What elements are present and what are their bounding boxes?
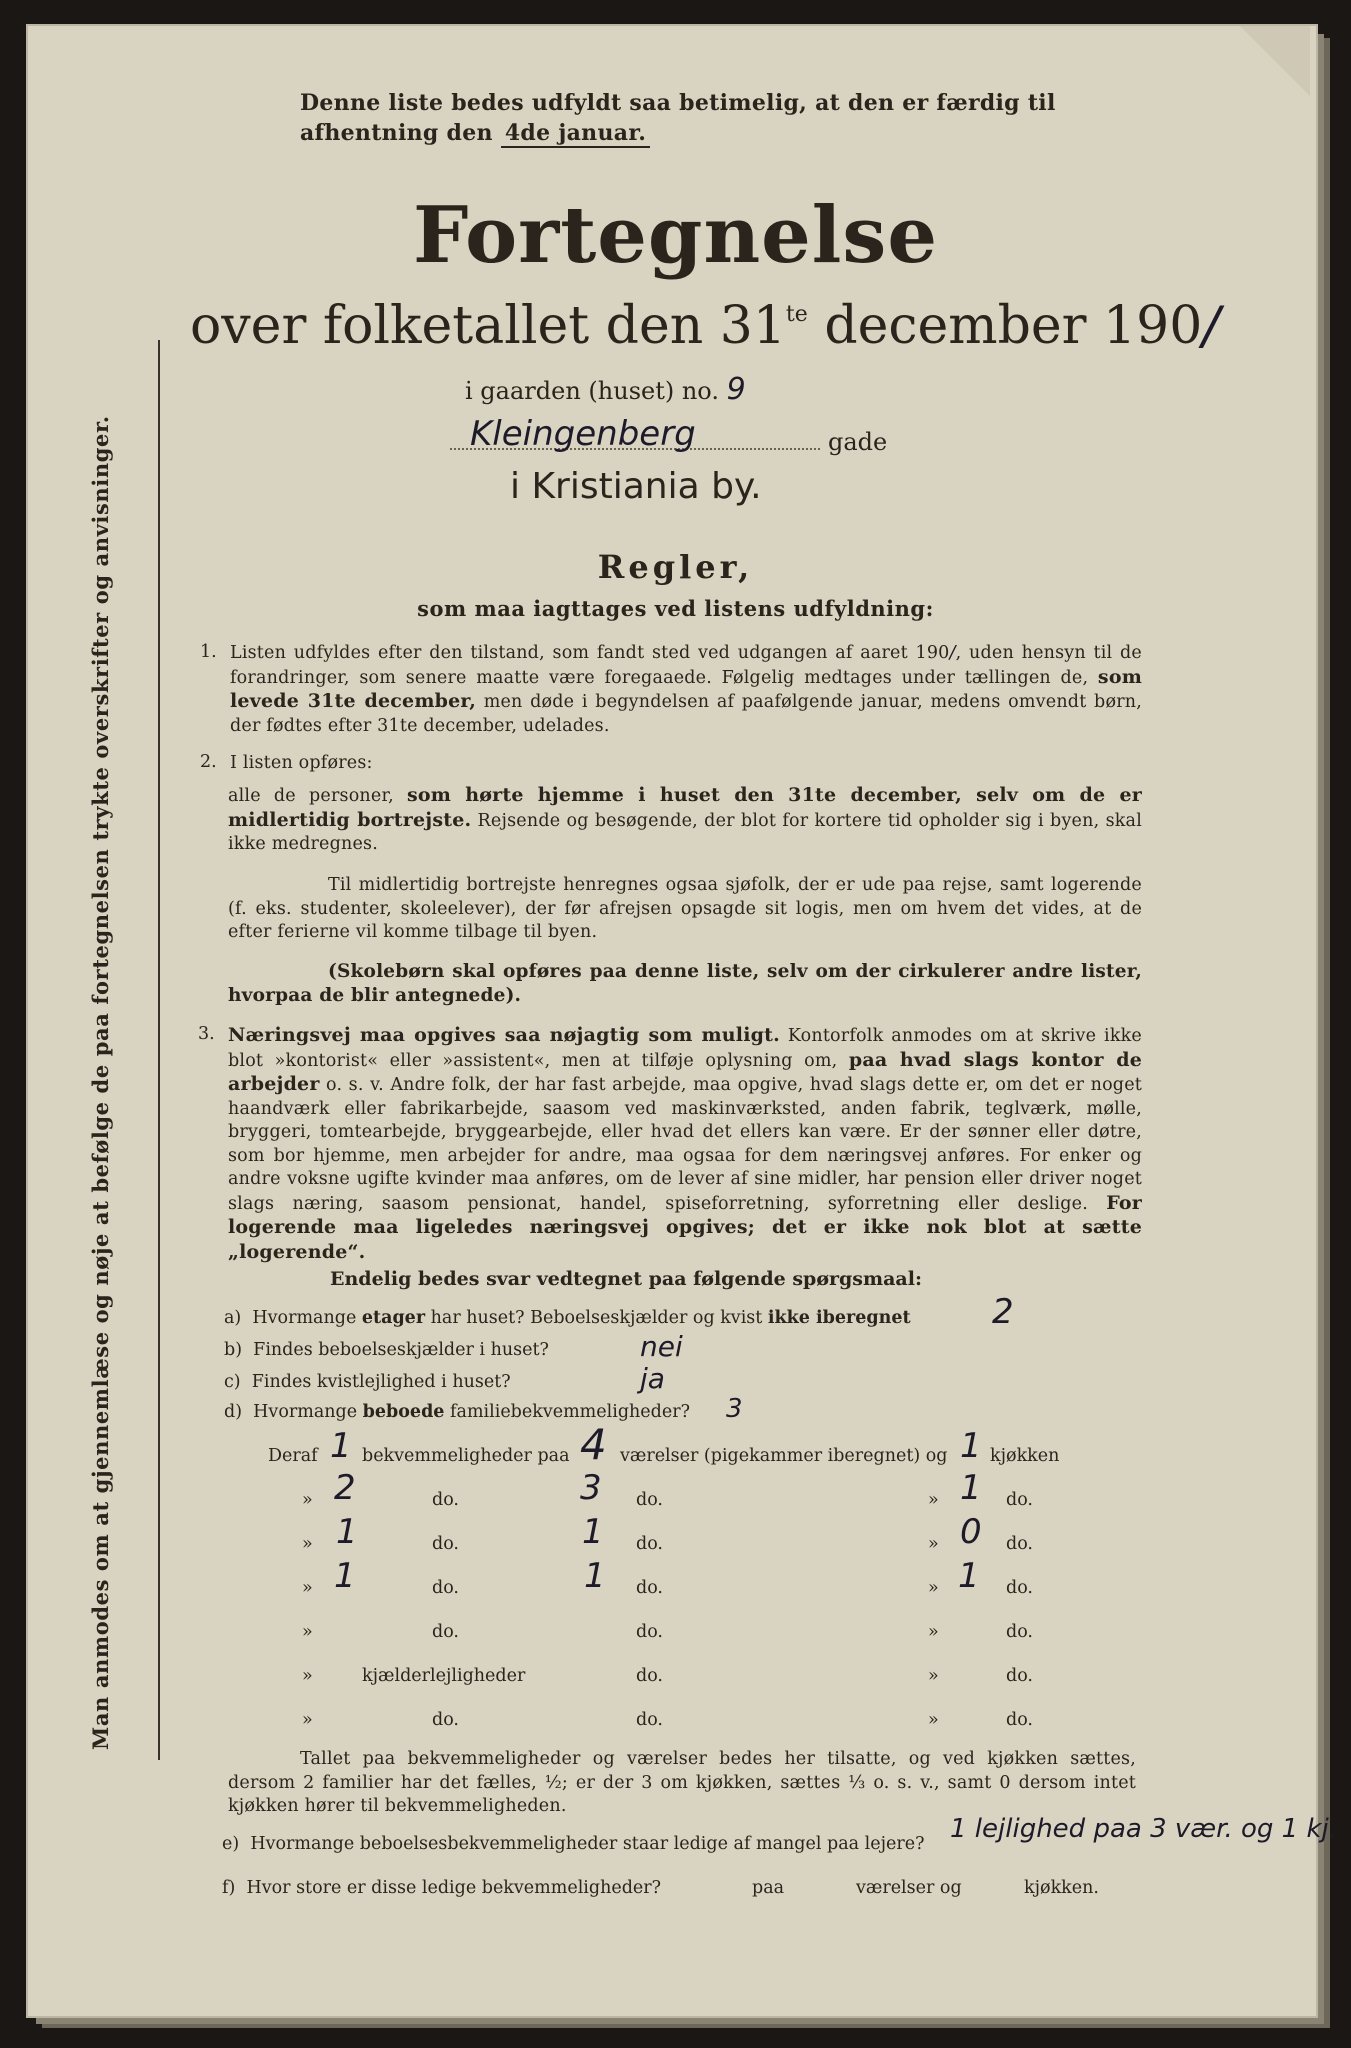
row-4-rooms: 1 bbox=[584, 1556, 606, 1596]
rules-title: Regler, bbox=[597, 548, 754, 586]
row-4-quote-2: » bbox=[928, 1578, 939, 1598]
row-3-rooms: 1 bbox=[582, 1512, 604, 1552]
question-b-label: b) bbox=[224, 1340, 243, 1360]
row-7-quote-2: » bbox=[928, 1710, 939, 1730]
rule-1-number: 1. bbox=[200, 642, 217, 662]
row-4-kitchen: 1 bbox=[958, 1556, 980, 1596]
row-1-count: 1 bbox=[330, 1426, 352, 1466]
answer-e-handwritten: 1 lejlighed paa 3 vær. og 1 kj. bbox=[950, 1814, 1338, 1844]
margin-rule bbox=[158, 340, 160, 1760]
rule-2-para-3: (Skolebørn skal opføres paa denne liste, selv om der cirkulerer andre lister, hvorpaa de blir antegnede). bbox=[228, 961, 1142, 1006]
row-3-do-1: do. bbox=[432, 1534, 459, 1554]
city-line: i Kristiania by. bbox=[510, 466, 762, 507]
row-4-do-2: do. bbox=[636, 1578, 663, 1598]
rule-3-text bbox=[228, 1024, 1142, 1265]
subtitle-year: december 190 bbox=[824, 296, 1203, 356]
question-f-text: Hvor store er disse ledige bekvemmeligheder? bbox=[246, 1878, 662, 1898]
row-5-do-2: do. bbox=[636, 1622, 663, 1642]
row-7-do-3: do. bbox=[1006, 1710, 1033, 1730]
row-2-rooms: 3 bbox=[580, 1468, 602, 1508]
year-handwritten: / bbox=[1202, 296, 1220, 356]
row-2-do-1: do. bbox=[432, 1490, 459, 1510]
question-a-text: Hvormange bbox=[252, 1308, 357, 1328]
rule-2-bold: som hørte hjemme i huset den 31te december, selv om de er midlertidig bortrejste. bbox=[228, 784, 1142, 831]
pickup-notice bbox=[300, 88, 1170, 148]
table-deraf: Deraf bbox=[268, 1446, 318, 1466]
row-7-do-2: do. bbox=[636, 1710, 663, 1730]
question-a bbox=[224, 1308, 911, 1328]
question-b bbox=[224, 1340, 549, 1360]
rule-2-number: 2. bbox=[200, 752, 217, 772]
rule-1-part-b: , uden hensyn til de forandringer, som senere maatte være foregaaede. Følgelig medtages under tællingen de, bbox=[230, 643, 1142, 688]
rule-1-text bbox=[230, 642, 1142, 738]
page-subtitle bbox=[190, 296, 1220, 356]
notice-line-1: Denne liste bedes udfyldt saa betimelig, at den er færdig til bbox=[300, 90, 1056, 116]
rule-3-part-a: Kontorfolk anmodes om at skrive ikke blot »kontorist« eller »assistent«, men at tilføje oplysning om, bbox=[228, 1026, 1142, 1071]
question-f-vaer: værelser og bbox=[856, 1878, 962, 1898]
row-2-kitchen: 1 bbox=[960, 1468, 982, 1508]
row-2-quote-2: » bbox=[928, 1490, 939, 1510]
row-6-quote-2: » bbox=[928, 1666, 939, 1686]
row-7-quote: » bbox=[302, 1710, 313, 1730]
question-e-label: e) bbox=[222, 1834, 240, 1854]
table-bekv-header: bekvemmeligheder paa bbox=[362, 1446, 570, 1466]
row-1-rooms: 4 bbox=[580, 1420, 607, 1469]
row-4-count: 1 bbox=[334, 1556, 356, 1596]
question-d-text: Hvormange bbox=[253, 1402, 358, 1422]
house-line bbox=[465, 372, 746, 407]
page-title: Fortegnelse bbox=[413, 190, 938, 281]
table-kjokken-header: kjøkken bbox=[990, 1446, 1060, 1466]
pickup-date: 4de januar. bbox=[501, 120, 650, 148]
row-5-do-1: do. bbox=[432, 1622, 459, 1642]
question-f-kjokken: kjøkken. bbox=[1024, 1878, 1099, 1898]
row-5-do-3: do. bbox=[1006, 1622, 1033, 1642]
row-3-do-2: do. bbox=[636, 1534, 663, 1554]
row-3-quote: » bbox=[302, 1534, 313, 1554]
tallet-note: Tallet paa bekvemmeligheder og værelser bedes her tilsatte, og ved kjøkken sættes, dersom 2 familier har det fælles, ½; er der 3 om kjøkken, sættes ⅓ o. s. v., samt 0 dersom intet kjøkken hører til bekvemmeligheden. bbox=[228, 1749, 1136, 1816]
vertical-instruction: Man anmodes om at gjennemlæse og nøje at befølge de paa fortegnelsen trykte overskrifter og anvisninger. bbox=[88, 415, 113, 1750]
subtitle-text: over folketallet den 31 bbox=[190, 296, 786, 356]
row-7-do-1: do. bbox=[432, 1710, 459, 1730]
rule-3-part-b: o. s. v. Andre folk, der har fast arbejde, maa opgive, hvad slags dette er, om det er noget haandværk eller fabrikarbejde, saasom ved maskinværksted, anden fabrik, teglværk, mølle, bryggeri, tomtearbejde, bryggearbejde, eller hvad det ellers kan være. Er der sønner eller døtre, som bor hjemme, men arbejder for andre, maa ogsaa for dem næringsvej anføres. For enker og andre voksne ugifte kvinder maa anføres, om de lever af sine midler, har pension eller driver noget slags næring, saasom pensionat, handel, spiseforretning, syforretning eller deslige. bbox=[228, 1075, 1142, 1214]
row-4-do-1: do. bbox=[432, 1578, 459, 1598]
question-d-text-2: familiebekvemmeligheder? bbox=[450, 1402, 690, 1422]
row-4-do-3: do. bbox=[1006, 1578, 1033, 1598]
house-label: i gaarden (huset) no. bbox=[465, 377, 719, 405]
question-d bbox=[224, 1402, 690, 1422]
row-6-kjaelder: kjælderlejligheder bbox=[362, 1666, 526, 1686]
street-label: gade bbox=[828, 428, 888, 456]
question-a-text-2: har huset? Beboelseskjælder og kvist bbox=[430, 1308, 763, 1328]
rule-2-part-a: alle de personer, bbox=[228, 786, 394, 806]
answer-a-handwritten: 2 bbox=[992, 1292, 1014, 1332]
notice-line-2: afhentning den bbox=[300, 120, 493, 146]
rule-3-bold-1: Næringsvej maa opgives saa nøjagtig som muligt. bbox=[228, 1024, 780, 1046]
question-e-text: Hvormange beboelsesbekvemmeligheder staar ledige af mangel paa lejere? bbox=[250, 1834, 925, 1854]
row-3-quote-2: » bbox=[928, 1534, 939, 1554]
answer-c-handwritten: ja bbox=[640, 1362, 665, 1395]
question-c-label: c) bbox=[224, 1372, 241, 1392]
rule-3-bold-3: For logerende maa ligeledes næringsvej opgives; det er ikke nok blot at sætte „logerende“. bbox=[228, 1191, 1142, 1263]
row-5-quote-2: » bbox=[928, 1622, 939, 1642]
question-c bbox=[224, 1372, 511, 1392]
rule-1-part-c: men døde i begyndelsen af paafølgende januar, medens omvendt børn, der fødtes efter 31te december, udelades. bbox=[230, 692, 1142, 736]
house-number-handwritten: 9 bbox=[726, 372, 746, 407]
question-d-bold: beboede bbox=[362, 1402, 445, 1422]
rule-2-text bbox=[228, 784, 1142, 857]
answer-d-handwritten: 3 bbox=[726, 1394, 743, 1424]
question-e bbox=[222, 1834, 924, 1854]
row-2-quote: » bbox=[302, 1490, 313, 1510]
row-6-do-2: do. bbox=[636, 1666, 663, 1686]
question-c-text: Findes kvistlejlighed i huset? bbox=[251, 1372, 511, 1392]
row-3-kitchen: 0 bbox=[960, 1512, 982, 1552]
rule-2-para-2: Til midlertidig bortrejste henregnes ogsaa sjøfolk, der er ude paa rejse, samt logerende (f. eks. studenter, skoleelever), der før afrejsen opsagde sit logis, men om hvem det vides, at de efter ferierne vil komme tilbage til byen. bbox=[228, 875, 1142, 942]
rules-subtitle: som maa iagttages ved listens udfyldning: bbox=[417, 596, 934, 621]
row-1-kitchen: 1 bbox=[960, 1426, 982, 1466]
row-6-do-3: do. bbox=[1006, 1666, 1033, 1686]
question-f bbox=[222, 1878, 661, 1898]
rule-2-part-b: Rejsende og besøgende, der blot for kortere tid opholder sig i byen, skal ikke medregnes. bbox=[228, 810, 1142, 854]
question-a-bold-2: ikke iberegnet bbox=[767, 1308, 911, 1328]
row-3-count: 1 bbox=[336, 1512, 358, 1552]
question-f-paa: paa bbox=[752, 1878, 785, 1898]
row-4-quote: » bbox=[302, 1578, 313, 1598]
rule-3-number: 3. bbox=[198, 1024, 215, 1044]
rule-2-intro: I listen opføres: bbox=[230, 753, 373, 773]
rule-1-bold: som levede 31te december, bbox=[230, 665, 1142, 712]
table-vaer-header: værelser (pigekammer iberegnet) og bbox=[620, 1446, 948, 1466]
question-a-bold: etager bbox=[361, 1308, 426, 1328]
row-2-count: 2 bbox=[334, 1468, 356, 1508]
question-d-label: d) bbox=[224, 1402, 243, 1422]
row-6-quote: » bbox=[302, 1666, 313, 1686]
row-3-do-3: do. bbox=[1006, 1534, 1033, 1554]
subtitle-sup: te bbox=[785, 302, 808, 327]
rule-1-year-hw: / bbox=[949, 643, 956, 663]
question-a-label: a) bbox=[224, 1308, 242, 1328]
row-5-quote: » bbox=[302, 1622, 313, 1642]
questions-title: Endelig bedes svar vedtegnet paa følgende spørgsmaal: bbox=[330, 1268, 922, 1290]
folded-corner bbox=[1240, 26, 1310, 96]
rule-1-part-a: Listen udfyldes efter den tilstand, som fandt sted ved udgangen af aaret 190 bbox=[230, 643, 950, 663]
street-name-handwritten: Kleingenberg bbox=[470, 414, 696, 454]
row-2-do-2: do. bbox=[636, 1490, 663, 1510]
row-2-do-3: do. bbox=[1006, 1490, 1033, 1510]
rule-3-bold-2: paa hvad slags kontor de arbejder bbox=[228, 1048, 1143, 1095]
question-f-label: f) bbox=[222, 1878, 236, 1898]
question-b-text: Findes beboelseskjælder i huset? bbox=[253, 1340, 549, 1360]
answer-b-handwritten: nei bbox=[640, 1330, 683, 1363]
